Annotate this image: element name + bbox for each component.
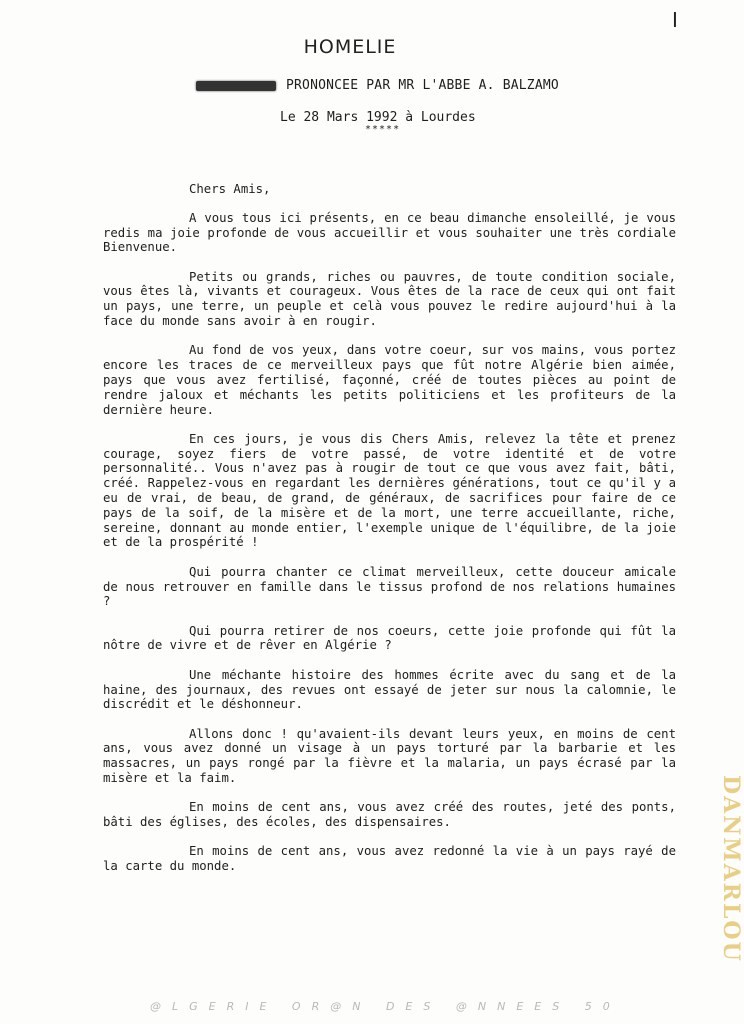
paragraph-3: Au fond de vos yeux, dans votre coeur, sur vos mains, vous portez encore les traces de ce merveilleux pays que fût notre Algérie bien aimée, pays que vous avez fertilisé, façonné, créé de toutes pièces au point de rendre jaloux et méchants les petits politiciens et les profiteurs de la dernière heure.	[103, 343, 676, 417]
paragraph-4: En ces jours, je vous dis Chers Amis, relevez la tête et prenez courage, soyez fiers de votre passé, de votre identité et de votre personnalité.. Vous n'avez pas à rougir de tout ce que vous avez fait, bâti, créé. Rappelez-vous en regardant les dernières générations, tout ce qu'il y a eu de vrai, de beau, de grand, de généraux, de sacrifices pour faire de ce pays de la soif, de la misère et de la mort, une terre accueillante, riche, sereine, donnant au monde entier, l'exemple unique de l'équilibre, de la joie et de la prospérité !	[103, 431, 676, 550]
date-line: Le 28 Mars 1992 à Lourdes	[280, 110, 476, 125]
paragraph-6: Qui pourra retirer de nos coeurs, cette joie profonde qui fût la nôtre de vivre et de rêver en Algérie ?	[103, 623, 676, 653]
paragraph-9: En moins de cent ans, vous avez créé des routes, jeté des ponts, bâti des églises, des écoles, des dispensaires.	[103, 800, 676, 830]
paragraph-10: En moins de cent ans, vous avez redonné la vie à un pays rayé de la carte du monde.	[103, 844, 676, 874]
paragraph-5: Qui pourra chanter ce climat merveilleux, cette douceur amicale de nous retrouver en famille dans le tissus profond de nos relations humaines ?	[103, 564, 676, 609]
page-number: I	[672, 8, 678, 32]
paragraph-2: Petits ou grands, riches ou pauvres, de toute condition sociale, vous êtes là, vivants et courageux. Vous êtes de la race de ceux qui ont fait un pays, une terre, un peuple et celà vous pouvez le redire aujourd'hui à la face du monde sans avoir à en rougir.	[103, 269, 676, 329]
salutation: Chers Amis,	[189, 182, 271, 196]
bottom-watermark: @LGERIE OR@N DES @NNEES 50	[150, 1000, 621, 1013]
stars-divider: *****	[365, 124, 401, 135]
paragraph-7: Une méchante histoire des hommes écrite avec du sang et de la haine, des journaux, des revues ont essayé de jeter sur nous la calomnie, le discrédit et le déshonneur.	[103, 667, 676, 712]
document-title: HOMELIE	[303, 36, 397, 58]
paragraph-8: Allons donc ! qu'avaient-ils devant leurs yeux, en moins de cent ans, vous avez donné un visage à un pays torturé par la barbarie et les massacres, un pays rongé par la fièvre et la malaria, un pays écrasé par la misère et la faim.	[103, 726, 676, 785]
subtitle-text: PRONONCEE PAR MR L'ABBE A. BALZAMO	[286, 78, 559, 93]
redaction-mark	[196, 81, 276, 91]
paragraph-1: A vous tous ici présents, en ce beau dimanche ensoleillé, je vous redis ma joie profonde de vous accueillir et vous souhaiter une très cordiale Bienvenue.	[103, 210, 676, 255]
homily-body	[103, 182, 676, 888]
subtitle-line	[196, 78, 559, 93]
side-watermark: DANMARLOU	[718, 775, 744, 963]
